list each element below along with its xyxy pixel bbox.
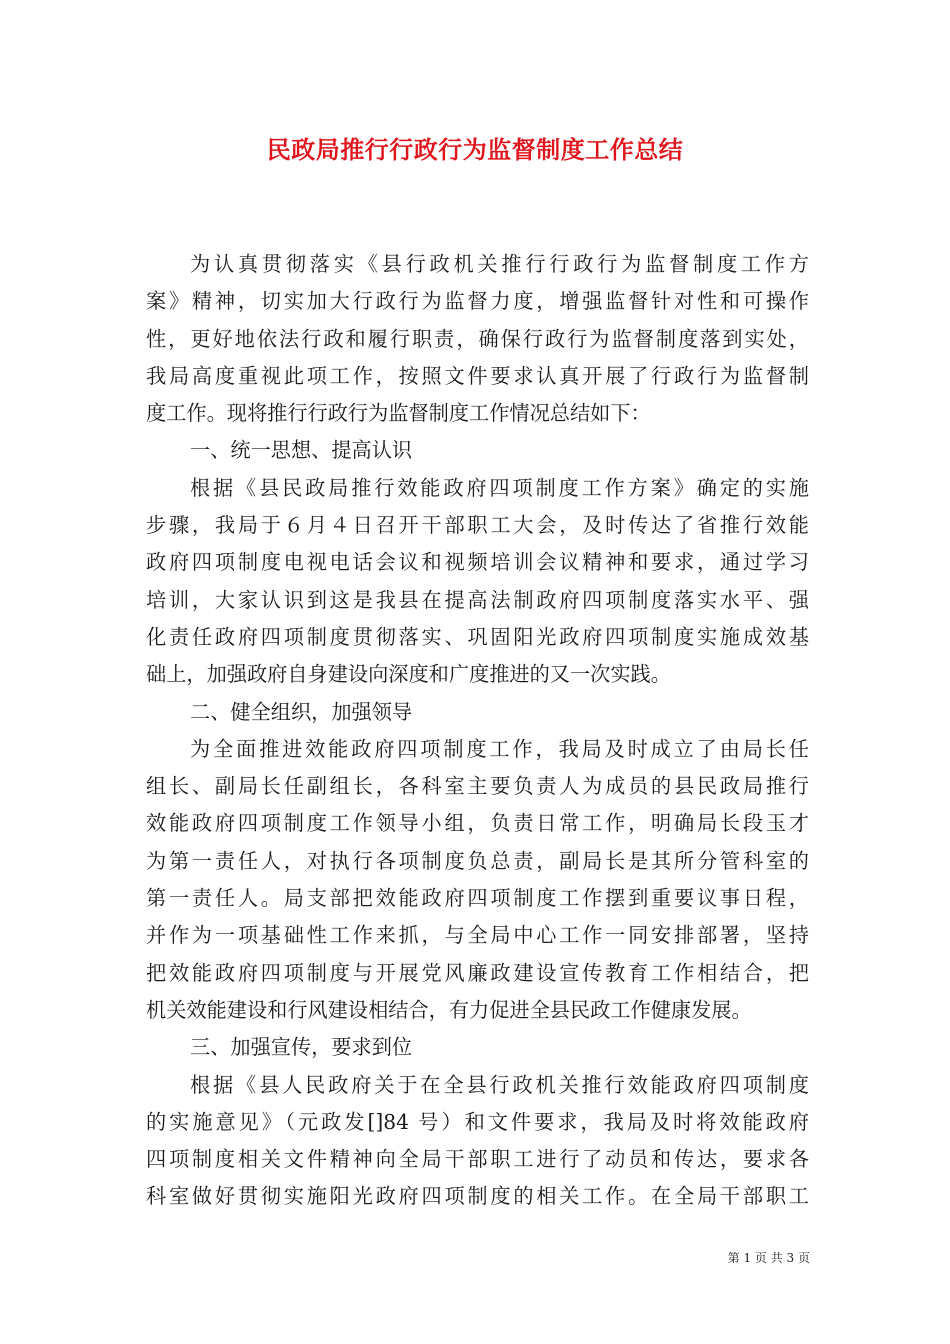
- paragraph-line: 案》精神，切实加大行政行为监督力度，增强监督针对性和可操作: [146, 289, 809, 314]
- paragraph-line: 四项制度相关文件精神向全局干部职工进行了动员和传达，要求各: [146, 1147, 809, 1172]
- paragraph-line: 科室做好贯彻实施阳光政府四项制度的相关工作。在全局干部职工: [146, 1184, 809, 1209]
- paragraph-line: 并作为一项基础性工作来抓，与全局中心工作一同安排部署，坚持: [146, 923, 809, 948]
- section-heading: 一、统一思想、提高认识: [190, 438, 413, 463]
- paragraph-line: 我局高度重视此项工作，按照文件要求认真开展了行政行为监督制: [146, 363, 809, 388]
- paragraph-line: 效能政府四项制度工作领导小组，负责日常工作，明确局长段玉才: [146, 811, 809, 836]
- section-heading: 三、加强宣传，要求到位: [190, 1035, 413, 1060]
- paragraph-line: 为第一责任人，对执行各项制度负总责，副局长是其所分管科室的: [146, 848, 809, 873]
- paragraph-line: 步骤，我局于６月４日召开干部职工大会，及时传达了省推行效能: [146, 513, 809, 538]
- paragraph-line: 性，更好地依法行政和履行职责，确保行政行为监督制度落到实处，: [146, 326, 809, 351]
- paragraph-line: 根据《县民政局推行效能政府四项制度工作方案》确定的实施: [190, 475, 809, 500]
- paragraph-line: 培训，大家认识到这是我县在提高法制政府四项制度落实水平、强: [146, 587, 809, 612]
- document-title: 民政局推行行政行为监督制度工作总结: [266, 135, 684, 164]
- paragraph-line: 度工作。现将推行行政行为监督制度工作情况总结如下：: [146, 401, 651, 426]
- paragraph-line: 政府四项制度电视电话会议和视频培训会议精神和要求，通过学习: [146, 550, 809, 575]
- section-heading: 二、健全组织，加强领导: [190, 699, 413, 724]
- paragraph-line: 础上，加强政府自身建设向深度和广度推进的又一次实践。: [146, 662, 671, 687]
- paragraph-line: 为全面推进效能政府四项制度工作，我局及时成立了由局长任: [190, 736, 809, 761]
- paragraph-line: 把效能政府四项制度与开展党风廉政建设宣传教育工作相结合，把: [146, 960, 809, 985]
- page-number: 第 1 页 共 3 页: [727, 1251, 810, 1265]
- paragraph-line: 化责任政府四项制度贯彻落实、巩固阳光政府四项制度实施成效基: [146, 624, 809, 649]
- paragraph-line: 第一责任人。局支部把效能政府四项制度工作摆到重要议事日程，: [146, 886, 809, 911]
- document-body: [146, 246, 809, 1216]
- paragraph-line: 组长、副局长任副组长，各科室主要负责人为成员的县民政局推行: [146, 774, 809, 799]
- paragraph-line: 的实施意见》（元政发[]84 号）和文件要求，我局及时将效能政府: [146, 1109, 809, 1134]
- paragraph-line: 为认真贯彻落实《县行政机关推行行政行为监督制度工作方: [190, 252, 809, 276]
- paragraph-line: 机关效能建设和行风建设相结合，有力促进全县民政工作健康发展。: [146, 997, 752, 1022]
- paragraph-line: 根据《县人民政府关于在全县行政机关推行效能政府四项制度: [190, 1072, 809, 1097]
